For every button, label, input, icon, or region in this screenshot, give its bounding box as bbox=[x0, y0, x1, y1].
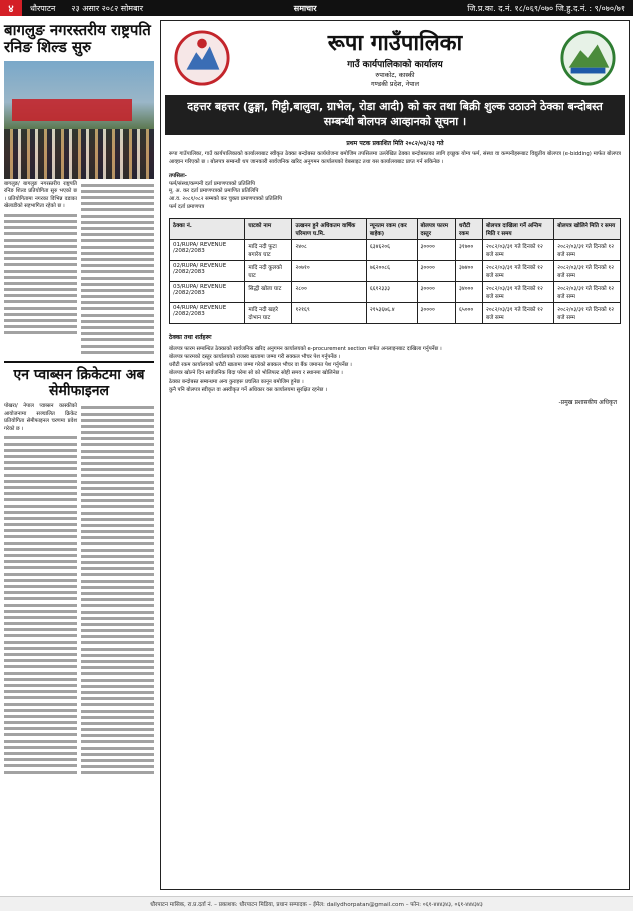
contract-table bbox=[169, 218, 621, 324]
cell: ३०००० bbox=[417, 303, 455, 324]
story2-col-b bbox=[81, 403, 154, 777]
cell: २०८२/०३/३१ गते दिनको १२ बजे सम्म bbox=[483, 303, 554, 324]
story1-col-b bbox=[81, 181, 154, 357]
col-quantity: उत्खनन हुने अधिकतम वार्षिक परिमाण घ.मि. bbox=[292, 219, 366, 240]
term-item: बोलपत्र फारम सम्बन्धित ठेक्काको सार्वजनिक खरिद अनुगमन कार्यालयको e-procurement section मार्फत अनलाइनबाट दाखिला गर्नुपर्नेछ । bbox=[169, 345, 442, 352]
cell: २१५३६७६.४ bbox=[366, 303, 417, 324]
col-contract-no: ठेक्का नं. bbox=[170, 219, 245, 240]
photo-people bbox=[4, 129, 154, 179]
table-header-row bbox=[170, 219, 621, 240]
cell: ३०००० bbox=[417, 261, 455, 282]
cell: मादि नदी खहरे दोभान घाट bbox=[245, 303, 292, 324]
province-name: गण्डकी प्रदेश, नेपाल bbox=[370, 80, 420, 88]
cell: 02/RUPA/ REVENUE /2082/2083 bbox=[170, 261, 245, 282]
org-name: रूपा गाउँपालिका bbox=[327, 31, 463, 56]
cell: २०८२/०३/३१ गते दिनको १२ बजे सम्म bbox=[483, 261, 554, 282]
cell: मादि नदी फुटा बगारेय घाट bbox=[245, 240, 292, 261]
col-opening-date: बोलपत्र खोलिने मिति र समय bbox=[554, 219, 621, 240]
cell: २०८२/०३/३१ गते दिनको १२ बजे सम्म bbox=[483, 282, 554, 303]
doc-item: मू. अ. कर दर्ता प्रमाणपत्रको प्रमाणित प्रतिलिपि bbox=[169, 188, 259, 195]
story2-lead: पोखरा/ नेपाल प्वाब्सन कास्कीको आयोजनामा सञ्चालित क्रिकेट प्रतियोगिता सेमीफाइनल चरणमा प्रवेश गरेको छ । bbox=[4, 403, 77, 432]
photo-banner bbox=[12, 99, 132, 121]
page-number: ४ bbox=[0, 0, 22, 16]
col-min-amount: न्यूनतम रकम (कर बाहेक) bbox=[366, 219, 417, 240]
term-item: धरौटी रकम कार्यालयको धरौटी खातामा जम्मा गरेको सक्कल भौचर वा बैंक जमानत पेश गर्नुपर्नेछ । bbox=[169, 362, 352, 369]
headline-running-shield: बागलुङ नगरस्तरीय राष्ट्रपति रनिङ शिल्ड सुरु bbox=[4, 21, 151, 57]
table-row bbox=[170, 261, 621, 282]
doc-item: आ.व. २०८१/०८२ सम्मको कर चुक्ता प्रमाणपत्रको प्रतिलिपि bbox=[169, 196, 282, 203]
publication-date: प्रथम पटक प्रकाशित मिति २०८२/०३/२३ गते bbox=[346, 139, 444, 147]
cell: २४०८ bbox=[292, 240, 366, 261]
term-item: कुनै पनि बोलपत्र स्वीकृत वा अस्वीकृत गर्ने अधिकार यस कार्यालयमा सुरक्षित रहनेछ । bbox=[169, 386, 327, 393]
cell: ७६२००८६ bbox=[366, 261, 417, 282]
required-docs-title: तपसिलः- bbox=[169, 172, 187, 179]
news-photo bbox=[4, 61, 154, 179]
cell: ३१७०० bbox=[455, 240, 482, 261]
masthead-name: धौरपाटन bbox=[30, 3, 56, 13]
cell: ३७४०० bbox=[455, 261, 482, 282]
cell: २०८२/०३/३१ गते दिनको १२ बजे सम्म bbox=[554, 261, 621, 282]
office-name: गाउँ कार्यपालिकाको कार्यालय bbox=[347, 60, 443, 70]
table-row bbox=[170, 303, 621, 324]
left-news-column bbox=[4, 20, 154, 890]
cell: 01/RUPA/ REVENUE /2082/2083 bbox=[170, 240, 245, 261]
cell: ६३४६२०६ bbox=[366, 240, 417, 261]
col-deposit: धरौटी रकम bbox=[455, 219, 482, 240]
page-header bbox=[0, 0, 633, 16]
municipality-logo-icon bbox=[559, 29, 617, 87]
nepal-emblem-icon bbox=[173, 29, 231, 87]
cell: २०८२/०३/३१ गते दिनको १२ बजे सम्म bbox=[554, 282, 621, 303]
term-item: ठेक्का बन्दोबस्त सम्बन्धमा अन्य कुराहरू प्रचलित कानून बमोजिम हुनेछ । bbox=[169, 378, 304, 385]
cell: ३०००० bbox=[417, 282, 455, 303]
page-footer: धौरपाटन मासिक, रा.प्र.दर्ता नं. – प्रकाशक: धौरपाटन मिडिया, प्रधान सम्पादक – ईमेल: dailydhorpatan@gmail.com – फोन: ०६१-४४४३४३, ०६१-४४४३४३ bbox=[0, 896, 633, 911]
term-item: बोलपत्र खोल्ने दिन सार्वजनिक बिदा परेमा सो को भोलिपल्ट सोही समय र स्थानमा खोलिनेछ । bbox=[169, 370, 343, 377]
section-name: समाचार bbox=[293, 3, 317, 13]
doc-item: फर्म दर्ता प्रमाणपत्र bbox=[169, 204, 205, 211]
story1-col-a bbox=[4, 181, 77, 357]
terms-title: ठेक्का तथा शर्तहरूः bbox=[169, 334, 212, 342]
cell: सिद्धी खोला घाट bbox=[245, 282, 292, 303]
required-docs bbox=[161, 169, 629, 215]
story-divider bbox=[4, 361, 154, 363]
col-submit-deadline: बोलपत्र दाखिला गर्ने अन्तिम मिति र समय bbox=[483, 219, 554, 240]
term-item: बोलपत्र फारमको दस्तुर कार्यालयको राजस्व खातामा जम्मा गरी सक्कल भौचर पेश गर्नुपर्नेछ । bbox=[169, 353, 341, 360]
cell: २०८२/०३/३१ गते दिनको १२ बजे सम्म bbox=[483, 240, 554, 261]
cell: २८०० bbox=[292, 282, 366, 303]
signatory: -प्रमुख प्रशासकीय अधिकृत bbox=[558, 399, 617, 407]
cell: २०७१० bbox=[292, 261, 366, 282]
office-address: रुपाकोट, कास्की bbox=[375, 71, 415, 79]
cell: मादि नदी कुलको घाट bbox=[245, 261, 292, 282]
terms-section bbox=[161, 328, 629, 396]
cell: २०८२/०३/३१ गते दिनको १२ बजे सम्म bbox=[554, 303, 621, 324]
notice-header bbox=[161, 21, 629, 95]
cell: २०८२/०३/३१ गते दिनको १२ बजे सम्म bbox=[554, 240, 621, 261]
registration-number: जि.प्र.का. द.नं. १८/०६९/०७० जि.हु.द.नं. : ९/०७०/७१ bbox=[467, 3, 625, 13]
notice-intro: रूपा गाउँपालिका, गाउँ कार्यपालिकाको कार्यालयबाट स्वीकृत ठेक्का बन्दोबस्त कार्ययोजना बमोजिम तपसिलमा उल्लेखित ठेक्का बन्दोबस्तका लागि इच्छुक योग्य फर्म, संस्था वा कम्पनीहरूबाट विद्युतीय बोलपत्र (e-bidding) मार्फत बोलपत्र आव्हान गरिएको छ । बोलपत्र सम्बन्धी थप जानकारी सार्वजनिक खरिद अनुगमन कार्यालयको वेबसाइट तथा यस कार्यालयबाट प्राप्त गर्न सकिनेछ । bbox=[169, 150, 621, 165]
table-row bbox=[170, 282, 621, 303]
cell: ६५००० bbox=[455, 303, 482, 324]
notice-title: दहत्तर बहत्तर (ढुङ्गा, गिट्टी,बालुवा, ग्राभेल, रोडा आदी) को कर तथा बिक्री शुल्क उठाउने ठेक्का बन्दोबस्त सम्बन्धी बोलपत्र आव्हानको सूचना । bbox=[165, 95, 625, 135]
col-form-fee: बोलपत्र फारम दस्तुर bbox=[417, 219, 455, 240]
headline-cricket: एन प्वाब्सन क्रिकेटमा अब सेमीफाइनल bbox=[13, 366, 145, 400]
col-ghat-name: घाटको नाम bbox=[245, 219, 292, 240]
story1-lead: बागलुङ/ बागलुङ नगरस्तरीय राष्ट्रपति रनिङ शिल्ड प्रतियोगिता सुरु भएको छ । प्रतियोगितामा नगरका विभिन्न वडाका खेलाडीको सहभागिता रहेको छ । bbox=[4, 180, 77, 210]
issue-date: २३ असार २०८२ सोमबार bbox=[71, 3, 143, 13]
public-notice bbox=[160, 20, 630, 890]
story1-columns bbox=[4, 181, 154, 357]
story2-col-a bbox=[4, 403, 77, 777]
story2-columns bbox=[4, 403, 154, 777]
doc-item: फर्म/संस्था/कम्पनी दर्ता प्रमाणपत्रको प्रतिलिपि bbox=[169, 180, 255, 187]
cell: १२१६९ bbox=[292, 303, 366, 324]
table-row bbox=[170, 240, 621, 261]
cell: 03/RUPA/ REVENUE /2082/2083 bbox=[170, 282, 245, 303]
cell: 04/RUPA/ REVENUE /2082/2083 bbox=[170, 303, 245, 324]
cell: ३०००० bbox=[417, 240, 455, 261]
cell: ६६१२३३३ bbox=[366, 282, 417, 303]
cell: ३४००० bbox=[455, 282, 482, 303]
